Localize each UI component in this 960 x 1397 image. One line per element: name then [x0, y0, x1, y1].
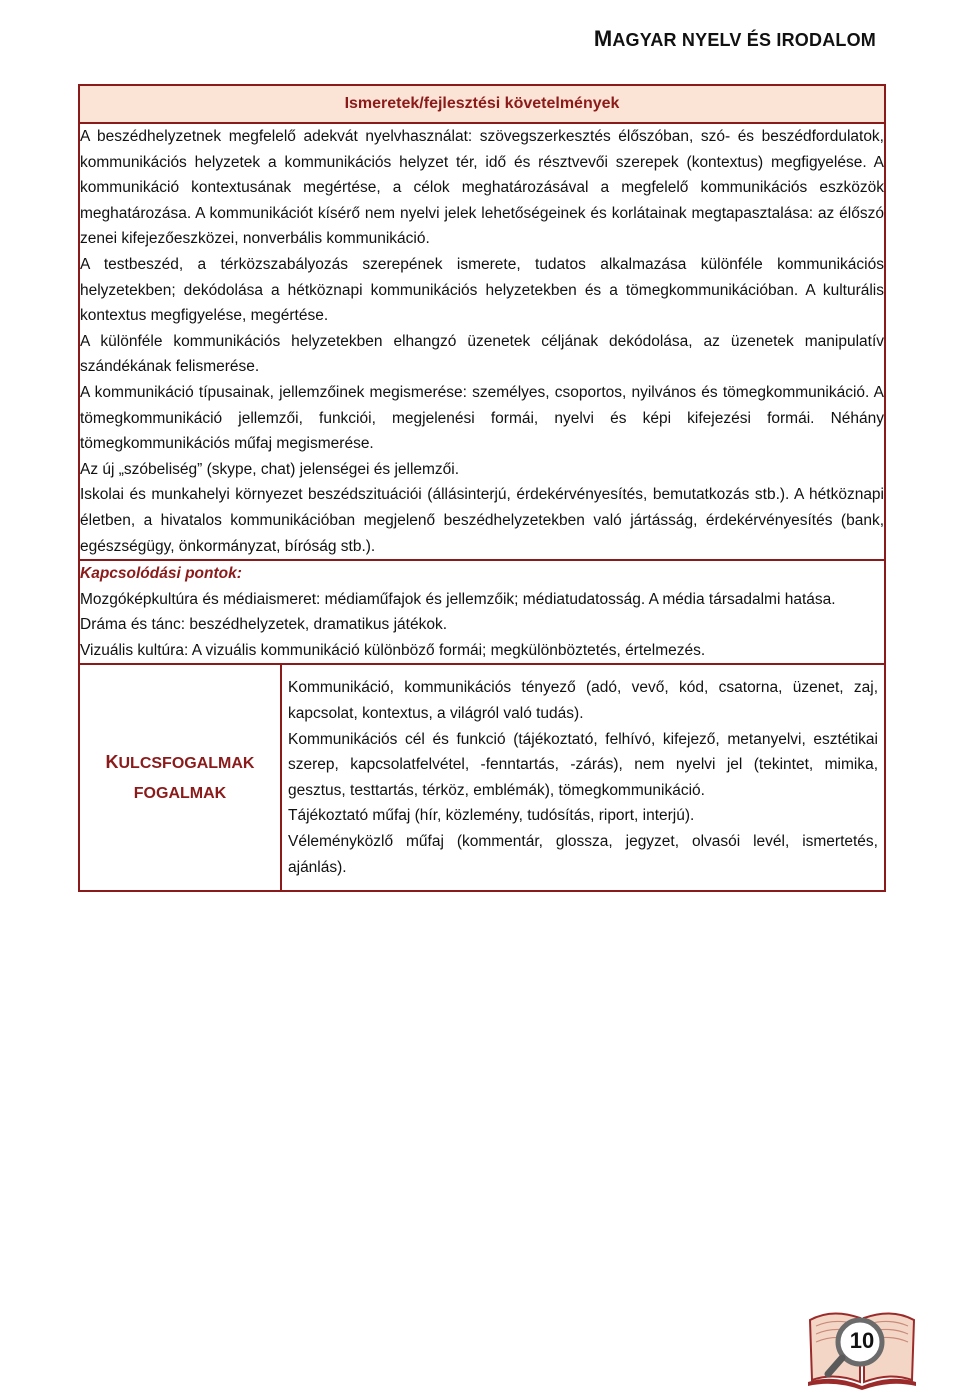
connection-item: Mozgóképkultúra és médiaismeret: médiaműfajok és jellemzőik; médiatudatosság. A média társadalmi hatása.: [80, 590, 836, 608]
header-initial: M: [593, 26, 613, 51]
connections-title: Kapcsolódási pontok:: [80, 565, 242, 583]
paragraph: Iskolai és munkahelyi környezet beszédszituációi (állásinterjú, érdekérvényesítés, bemutatkozás stb.). A hétköznapi életben, a hivatalos kommunikációban megjelenő beszédhelyzetekben való jártásság, érdekérvényesítés (bank, egészségügy, önkormányzat, bíróság stb.).: [80, 486, 884, 555]
keyword-item: Tájékoztató műfaj (hír, közlemény, tudósítás, riport, interjú).: [288, 807, 695, 825]
header-title: AGYAR NYELV ÉS IRODALOM: [612, 30, 876, 50]
keywords-content: [281, 664, 885, 891]
connection-item: Dráma és tánc: beszédhelyzetek, dramatikus játékok.: [80, 616, 448, 634]
keyword-item: Kommunikáció, kommunikációs tényező (adó, vevő, kód, csatorna, üzenet, zaj, kapcsolat, kontextus, a világról való tudás).: [288, 679, 878, 723]
keyword-item: Kommunikációs cél és funkció (tájékoztató, felhívó, kifejező, metanyelvi, esztétikai szerep, kapcsolatfelvétel, -fenntartás, -zárás), nem nyelvi jel (tekintet, mimika, gesztus, testtartás, térköz, emblémák), tömegkommunikáció.: [288, 730, 878, 799]
keywords-label-line1: ULCSFOGALMAK: [118, 754, 255, 772]
section-title: Ismeretek/fejlesztési követelmények: [79, 85, 885, 123]
connection-item: Vizuális kultúra: A vizuális kommunikáció különböző formái; megkülönböztetés, értelmezés.: [80, 641, 706, 659]
page-number: 10: [849, 1328, 875, 1353]
paragraph: A testbeszéd, a térközszabályozás szerepének ismerete, tudatos alkalmazása különféle kommunikációs helyzetekben; dekódolása a hétköznapi kommunikációs helyzetekben és a tömegkommunikációban. A kulturális kontextus megfigyelése, megértése.: [80, 255, 884, 325]
paragraph: A beszédhelyzetnek megfelelő adekvát nyelvhasználat: szövegszerkesztés élőszóban, szó- és beszédfordulatok, kommunikációs helyzetek a kommunikációs helyzet tér, idő és résztvevői szerepek (kontextus) megfigyelése. A kommunikáció kontextusának megértése, a célok meghatározásával a megfelelő kommunikációs eszközök meghatározása. A kommunikációt kísérő nem nyelvi jelek lehetőségeinek és korlátainak megtapasztalása: az élőszó zenei kifejezőeszközei, nonverbális kommunikáció.: [80, 128, 884, 248]
keywords-label-line2: FOGALMAK: [133, 784, 227, 802]
paragraph: Az új „szóbeliség” (skype, chat) jelenségei és jellemzői.: [80, 460, 460, 478]
paragraph: A különféle kommunikációs helyzetekben elhangzó üzenetek céljának dekódolása, az üzenetek manipulatív szándékának felismerése.: [80, 332, 884, 376]
page-header: [594, 26, 876, 52]
keywords-initial: K: [105, 751, 119, 772]
paragraph: A kommunikáció típusainak, jellemzőinek megismerése: személyes, csoportos, nyilvános és tömegkommunikáció. A tömegkommunikáció jellemzői, funkciói, megjelenési formái, nyelvi és képi kifejezési formái. Néhány tömegkommunikációs műfaj megismerése.: [80, 383, 884, 453]
connections-cell: [79, 560, 885, 664]
keyword-item: Véleményközlő műfaj (kommentár, glossza, jegyzet, olvasói levél, ismertetés, ajánlás).: [288, 833, 878, 876]
curriculum-table: [78, 84, 886, 892]
keywords-label: [79, 664, 281, 891]
requirements-cell: [79, 123, 885, 560]
